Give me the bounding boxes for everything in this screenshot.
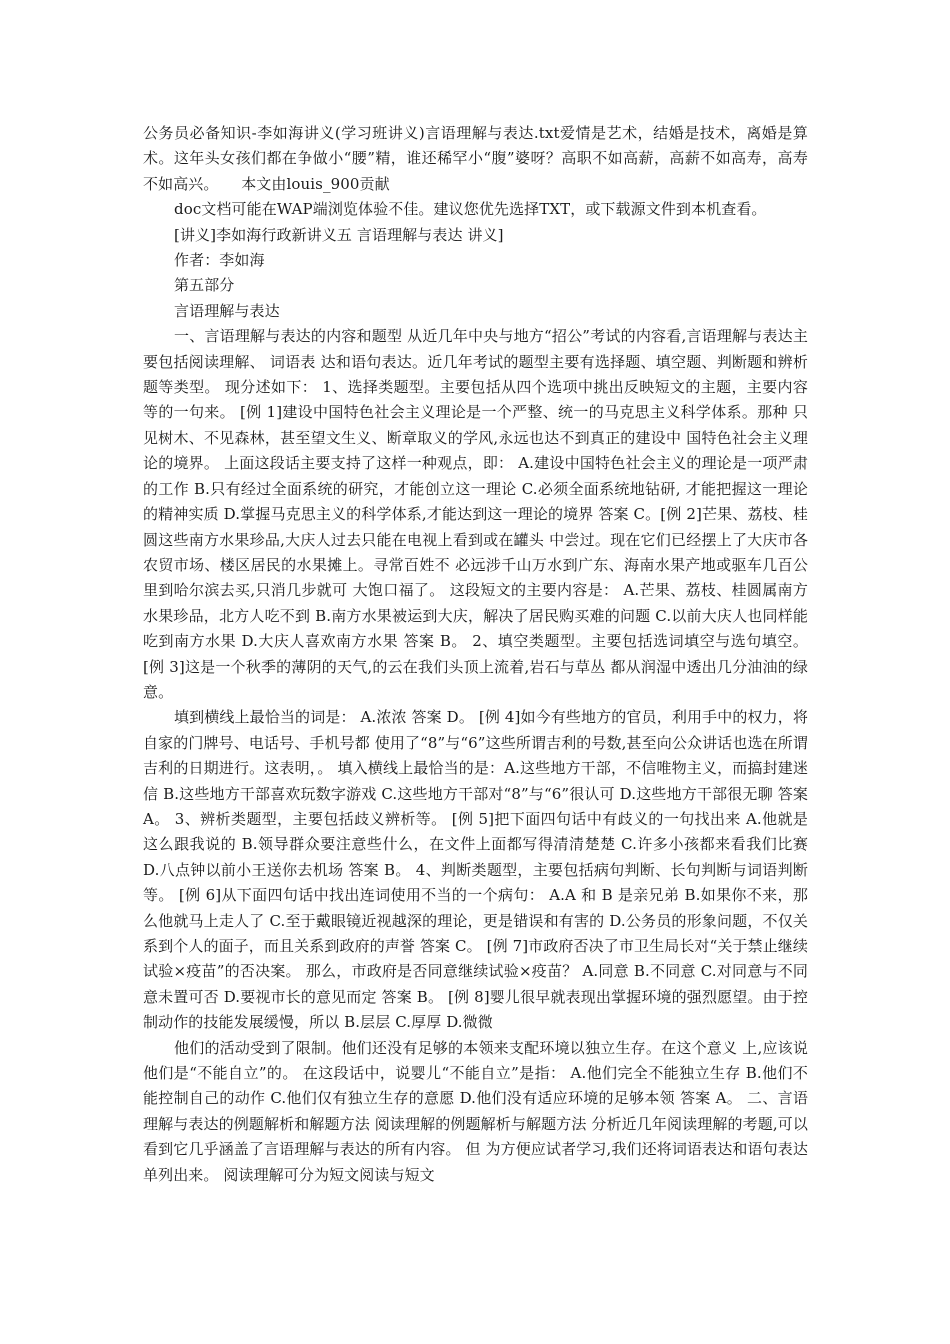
notice-paragraph: doc文档可能在WAP端浏览体验不佳。建议您优先选择TXT，或下载源文件到本机查看。 <box>174 200 767 219</box>
header-paragraph: 公务员必备知识-李如海讲义(学习班讲义)言语理解与表达.txt爱情是艺术，结婚是技术，离婚是算术。这年头女孩们都在争做小“腰”精，谁还稀罕小“腹”婆呀？高职不如高薪，高薪不如高寿，高寿不如高兴。 本文由louis_900贡献 <box>143 124 808 193</box>
body-paragraph: 填到横线上最恰当的词是： A.浓浓 答案 D。 [例 4]如今有些地方的官员，利用手中的权力，将自家的门牌号、电话号、手机号都 使用了“8”与“6”这些所谓吉利的号数,甚至向公众讲话也选在所谓吉利的日期进行。这表明，。 填入横线上最恰当的是：A.这些地方干部，不信唯物主义，而搞封建迷信 B.这些地方干部喜欢玩数字游戏 C.这些地方干部对“8”与“6”很认可 D.这些地方干部很无聊 答案 A。 3、辨析类题型，主要包括歧义辨析等。 [例 5]把下面四句话中有歧义的一句找出来 A.他就是这么跟我说的 B.领导群众要注意些什么，在文件上面都写得清清楚楚 C.许多小孩都来看我们比赛 D.八点钟以前小王送你去机场 答案 B。 4、判断类题型，主要包括病句判断、长句判断与词语判断等。 [例 6]从下面四句话中找出连词使用不当的一个病句： A.A 和 B 是亲兄弟 B.如果你不来，那么他就马上走人了 C.至于戴眼镜近视越深的理论，更是错误和有害的 D.公务员的形象问题，不仅关系到个人的面子，而且关系到政府的声誉 答案 C。 [例 7]市政府否决了市卫生局长对“关于禁止继续试验×疫苗”的否决案。 那么，市政府是否同意继续试验×疫苗？ A.同意 B.不同意 C.对同意与不同意未置可否 D.要视市长的意见而定 答案 B。 [例 8]婴儿很早就表现出掌握环境的强烈愿望。由于控制动作的技能发展缓慢，所以 B.层层 C.厚厚 D.微微 <box>143 708 808 1032</box>
document-body <box>143 121 808 1188</box>
section-heading: 言语理解与表达 <box>174 301 280 320</box>
author-line: 作者：李如海 <box>174 251 265 270</box>
lecture-title: [讲义]李如海行政新讲义五 言语理解与表达 讲义] <box>174 225 504 244</box>
body-paragraph: 他们的活动受到了限制。他们还没有足够的本领来支配环境以独立生存。在这个意义 上,应该说他们是“不能自立”的。 在这段话中，说婴儿“不能自立”是指： A.他们完全不能独立生存 B.他们不能控制自己的动作 C.他们仅有独立生存的意愿 D.他们没有适应环境的足够本领 答案 A。 二、言语理解与表达的例题解析和解题方法 阅读理解的例题解析与解题方法 分析近几年阅读理解的考题,可以看到它几乎涵盖了言语理解与表达的所有内容。 但 为方便应试者学习,我们还将词语表达和语句表达单列出来。 阅读理解可分为短文阅读与短文 <box>143 1038 808 1184</box>
body-paragraph: 一、言语理解与表达的内容和题型 从近几年中央与地方“招公”考试的内容看,言语理解与表达主要包括阅读理解、 词语表 达和语句表达。近几年考试的题型主要有选择题、填空题、判断题和辨析题等类型。 现分述如下： 1、选择类题型。主要包括从四个选项中挑出反映短文的主题，主要内容等的一句来。 [例 1]建设中国特色社会主义理论是一个严整、统一的马克思主义科学体系。那种 只见树木、不见森林，甚至望文生义、断章取义的学风,永远也达不到真正的建设中 国特色社会主义理论的境界。 上面这段话主要支持了这样一种观点，即： A.建设中国特色社会主义的理论是一项严肃的工作 B.只有经过全面系统的研究，才能创立这一理论 C.必须全面系统地钻研, 才能把握这一理论的精神实质 D.掌握马克思主义的科学体系,才能达到这一理论的境界 答案 C。[例 2]芒果、荔枝、桂圆这些南方水果珍品,大庆人过去只能在电视上看到或在罐头 中尝过。现在它们已经摆上了大庆市各农贸市场、楼区居民的水果摊上。寻常百姓不 必远涉千山万水到广东、海南水果产地或驱车几百公里到哈尔滨去买,只消几步就可 大饱口福了。 这段短文的主要内容是： A.芒果、荔枝、桂圆属南方水果珍品，北方人吃不到 B.南方水果被运到大庆，解决了居民购买难的问题 C.以前大庆人也同样能吃到南方水果 D.大庆人喜欢南方水果 答案 B。 2、填空类题型。主要包括选词填空与选句填空。[例 3]这是一个秋季的薄阴的天气,的云在我们头顶上流着,岩石与草丛 都从润湿中透出几分油油的绿意。 <box>143 327 808 701</box>
part-heading: 第五部分 <box>174 276 235 295</box>
